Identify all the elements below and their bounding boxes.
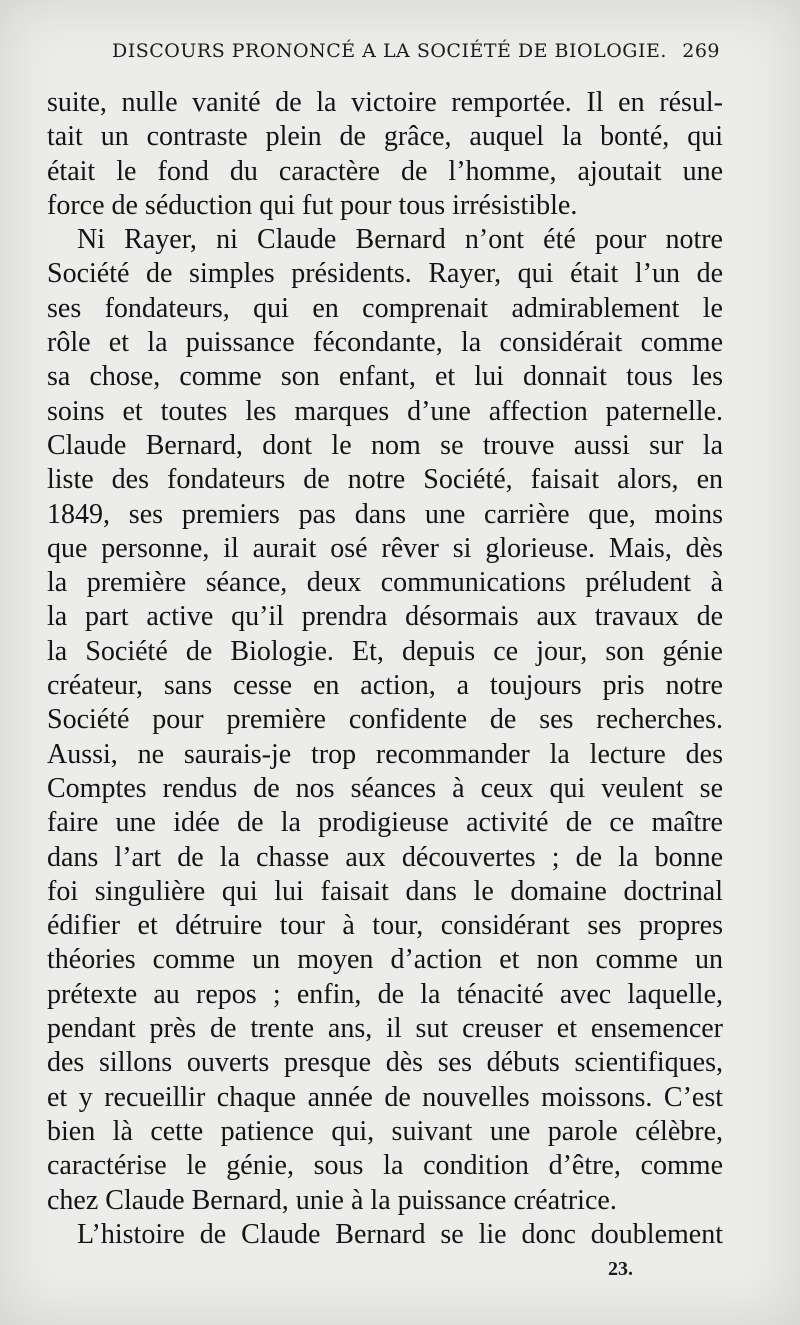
text-line: la Société de Biologie. Et, depuis ce jour, son génie [47, 635, 723, 667]
running-title: DISCOURS PRONONCÉ A LA SOCIÉTÉ DE BIOLOGIE. [112, 40, 667, 62]
text-line: que personne, il aurait osé rêver si glorieuse. Mais, dès [47, 532, 723, 564]
running-header [112, 40, 720, 70]
text-line: bien là cette patience qui, suivant une parole célèbre, [47, 1115, 723, 1147]
text-line: pendant près de trente ans, il sut creuser et ensemencer [47, 1013, 723, 1045]
text-line: soins et toutes les marques d’une affection paternelle. [47, 395, 723, 427]
text-line: tait un contraste plein de grâce, auquel la bonté, qui [47, 121, 723, 153]
text-line: dans l’art de la chasse aux découvertes ; de la bonne [47, 841, 723, 873]
text-line: Claude Bernard, dont le nom se trouve aussi sur la [47, 429, 723, 461]
text-line: la part active qu’il prendra désormais aux travaux de [47, 601, 723, 633]
text-line: et y recueillir chaque année de nouvelles moissons. C’est [47, 1081, 723, 1113]
text-line: était le fond du caractère de l’homme, ajoutait une [47, 155, 723, 187]
text-line: prétexte au repos ; enfin, de la ténacité avec laquelle, [47, 978, 723, 1010]
text-line: Société pour première confidente de ses recherches. [47, 704, 723, 736]
text-line: suite, nulle vanité de la victoire remportée. Il en résul- [47, 87, 723, 118]
text-line: L’histoire de Claude Bernard se lie donc doublement [77, 1218, 723, 1250]
text-line: sa chose, comme son enfant, et lui donnait tous les [47, 361, 723, 393]
signature-mark: 23. [608, 1258, 633, 1280]
text-line: ses fondateurs, qui en comprenait admirablement le [47, 292, 723, 324]
text-line: foi singulière qui lui faisait dans le domaine doctrinal [47, 875, 723, 907]
text-line: Comptes rendus de nos séances à ceux qui veulent se [47, 772, 723, 804]
text-line: édifier et détruire tour à tour, considérant ses propres [47, 910, 723, 942]
text-line: Aussi, ne saurais-je trop recommander la lecture des [47, 738, 723, 770]
body-text [47, 86, 723, 1252]
text-line: 1849, ses premiers pas dans une carrière que, moins [47, 498, 723, 530]
text-line: force de séduction qui fut pour tous irrésistible. [47, 189, 578, 221]
text-line: Ni Rayer, ni Claude Bernard n’ont été pour notre [77, 224, 723, 256]
text-line: théories comme un moyen d’action et non comme un [47, 944, 723, 976]
text-line: créateur, sans cesse en action, a toujours pris notre [47, 670, 723, 702]
page-number: 269 [682, 40, 720, 62]
text-line: caractérise le génie, sous la condition d’être, comme [47, 1150, 723, 1182]
text-line: Société de simples présidents. Rayer, qui était l’un de [47, 258, 723, 290]
text-line: chez Claude Bernard, unie à la puissance créatrice. [47, 1184, 617, 1216]
text-line: des sillons ouverts presque dès ses débuts scientifiques, [47, 1047, 723, 1079]
text-line: la première séance, deux communications préludent à [47, 567, 723, 599]
text-line: liste des fondateurs de notre Société, faisait alors, en [47, 464, 723, 496]
text-line: faire une idée de la prodigieuse activité de ce maître [47, 807, 723, 839]
text-line: rôle et la puissance fécondante, la considérait comme [47, 327, 723, 359]
